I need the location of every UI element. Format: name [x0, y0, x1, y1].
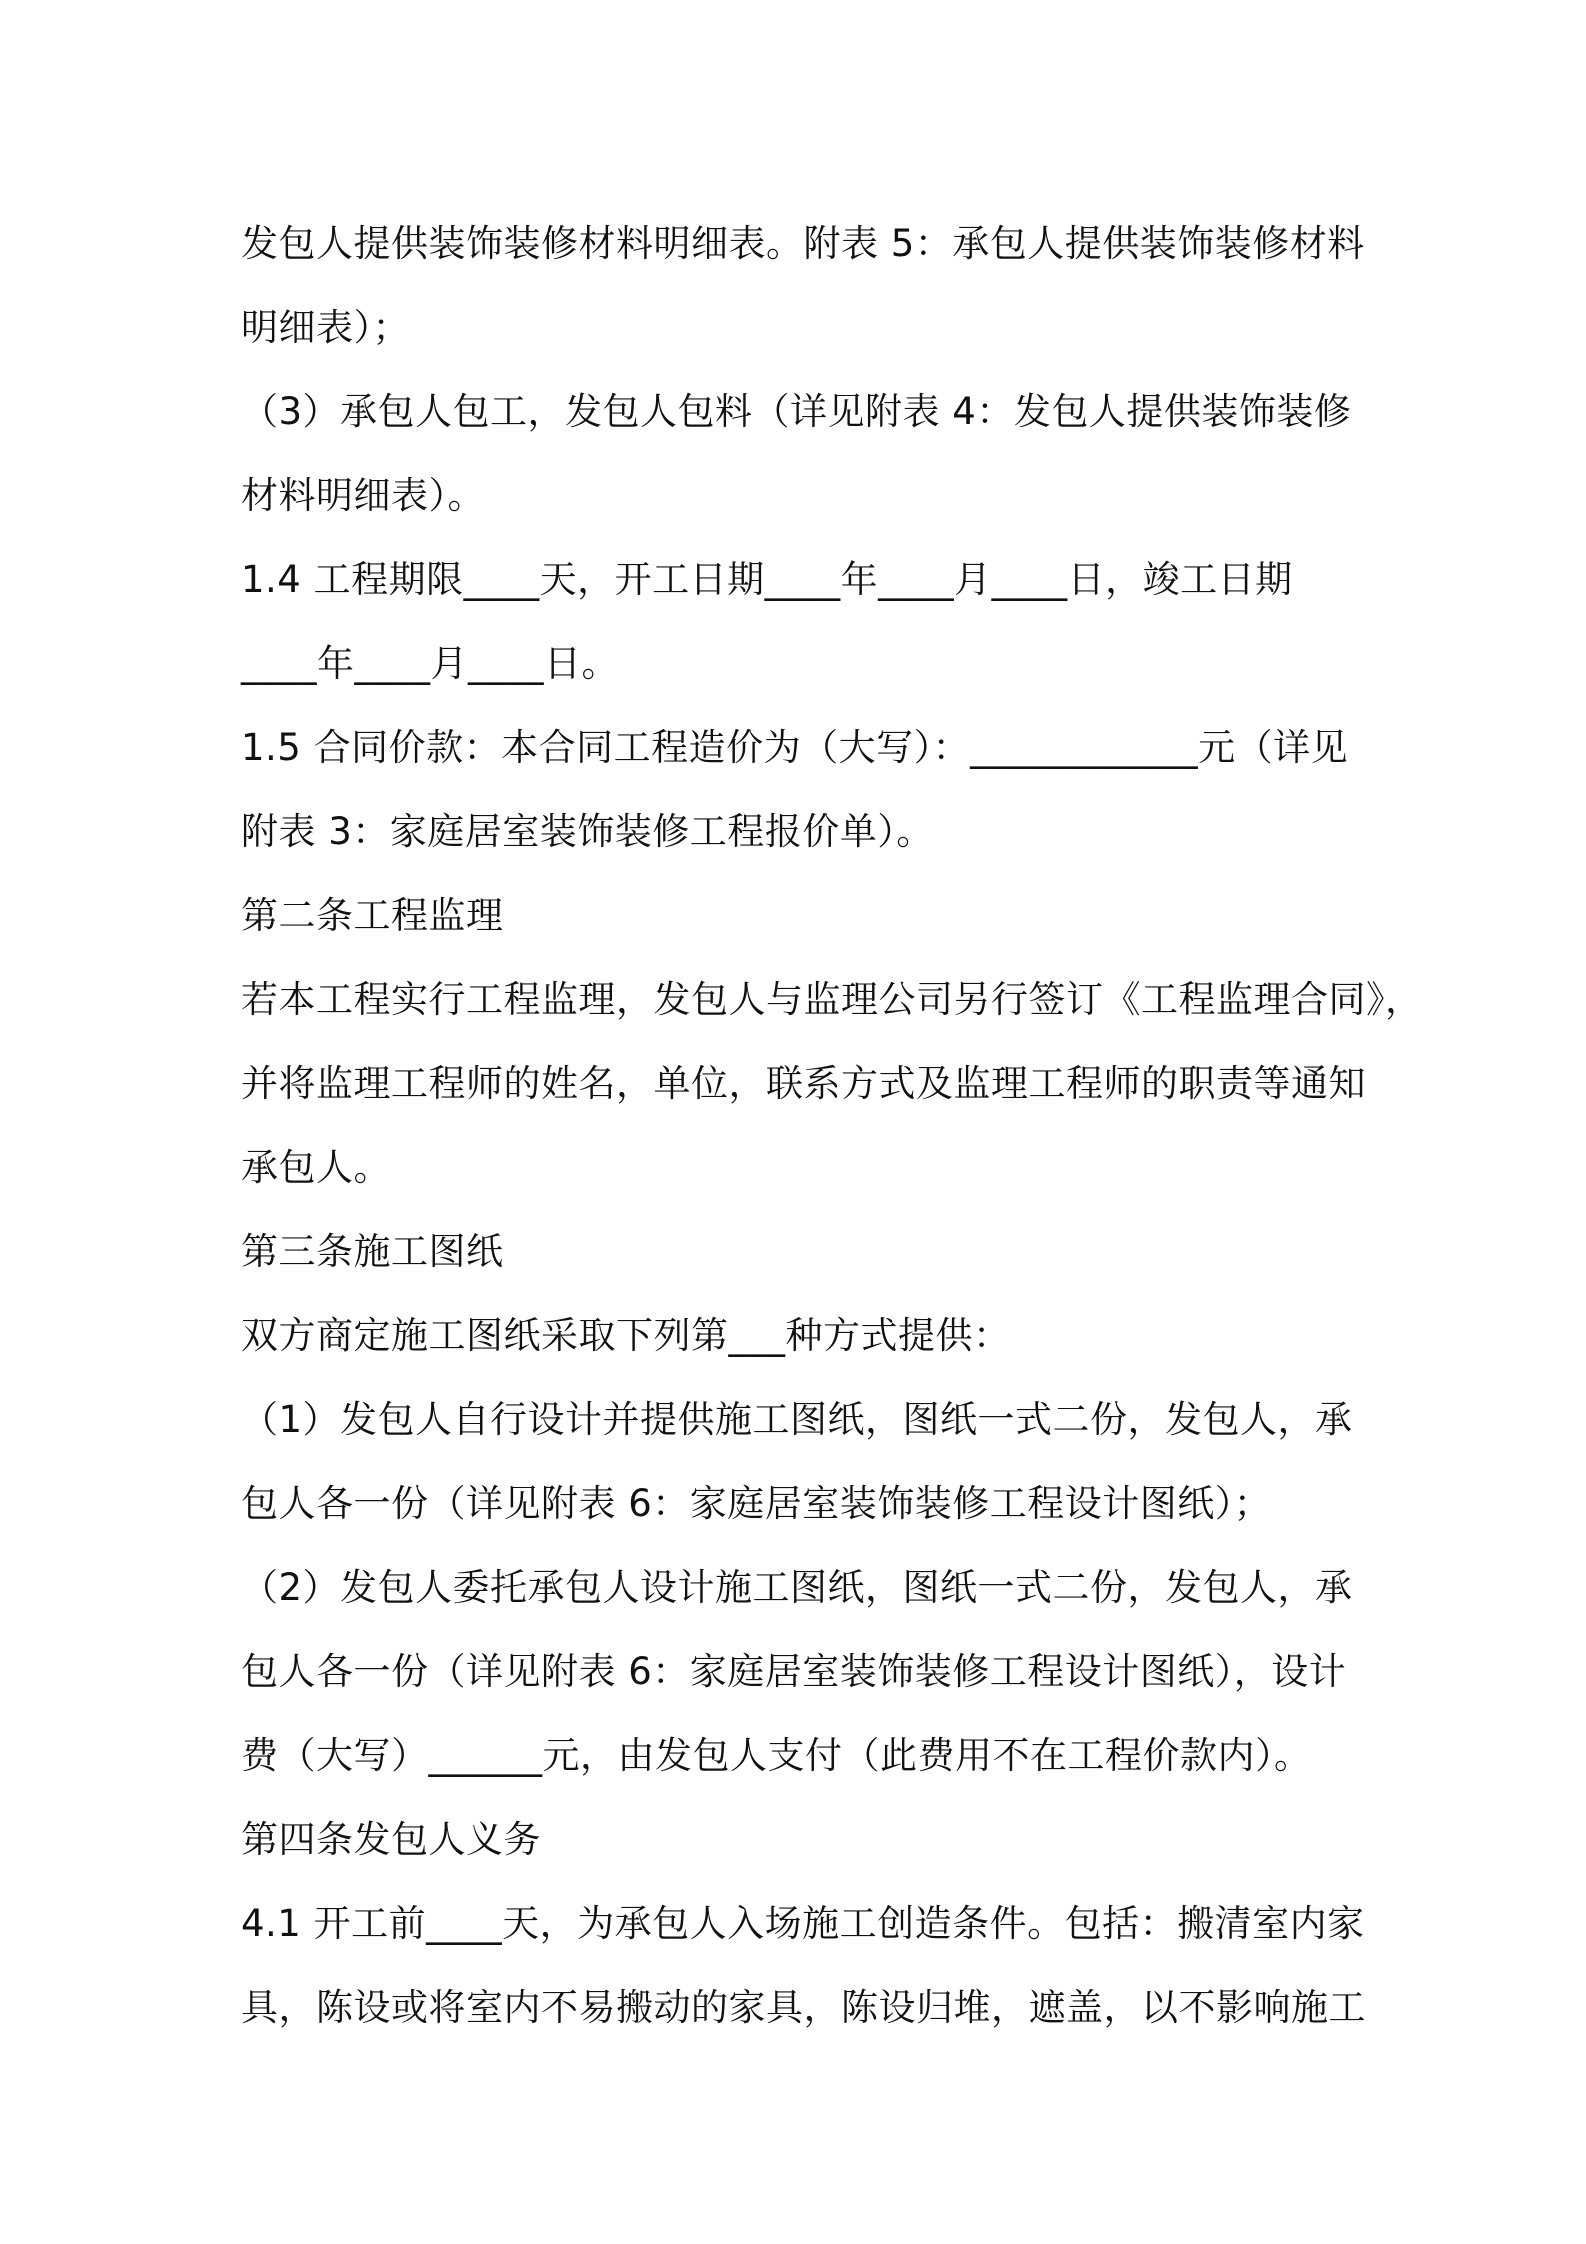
text-line: 明细表）；	[241, 306, 410, 349]
text-line: （1）发包人自行设计并提供施工图纸，图纸一式二份，发包人，承	[241, 1398, 1353, 1441]
text-line: 承包人。	[241, 1146, 391, 1189]
section-heading: 第四条发包人义务	[241, 1818, 541, 1861]
text-line: 发包人提供装饰装修材料明细表。附表 5：承包人提供装饰装修材料	[241, 222, 1365, 265]
text-line: 1.4 工程期限____天，开工日期____年____月____日，竣工日期	[241, 558, 1293, 601]
text-line: 4.1 开工前____天，为承包人入场施工创造条件。包括：搬清室内家	[241, 1902, 1365, 1945]
text-line: 若本工程实行工程监理，发包人与监理公司另行签订《工程监理合同》，	[241, 978, 1423, 1021]
text-line: 附表 3：家庭居室装饰装修工程报价单）。	[241, 810, 934, 853]
text-line: 材料明细表）。	[241, 474, 485, 517]
section-heading: 第三条施工图纸	[241, 1230, 504, 1273]
text-line: 具，陈设或将室内不易搬动的家具，陈设归堆，遮盖，以不影响施工	[241, 1986, 1366, 2029]
text-line: ____年____月____日。	[241, 642, 619, 685]
text-line: 包人各一份（详见附表 6：家庭居室装饰装修工程设计图纸），设计	[241, 1650, 1347, 1693]
text-line: 包人各一份（详见附表 6：家庭居室装饰装修工程设计图纸）；	[241, 1482, 1272, 1525]
text-line: 1.5 合同价款：本合同工程造价为（大写）：____________元（详见	[241, 726, 1349, 769]
text-line: 双方商定施工图纸采取下列第___种方式提供：	[241, 1314, 1011, 1357]
text-line: 费（大写）______元，由发包人支付（此费用不在工程价款内）。	[241, 1734, 1312, 1777]
text-line: （2）发包人委托承包人设计施工图纸，图纸一式二份，发包人，承	[241, 1566, 1353, 1609]
contract-text	[241, 202, 1423, 2050]
section-heading: 第二条工程监理	[241, 894, 504, 937]
text-line: 并将监理工程师的姓名，单位，联系方式及监理工程师的职责等通知	[241, 1062, 1366, 1105]
text-line: （3）承包人包工，发包人包料（详见附表 4：发包人提供装饰装修	[241, 390, 1352, 433]
